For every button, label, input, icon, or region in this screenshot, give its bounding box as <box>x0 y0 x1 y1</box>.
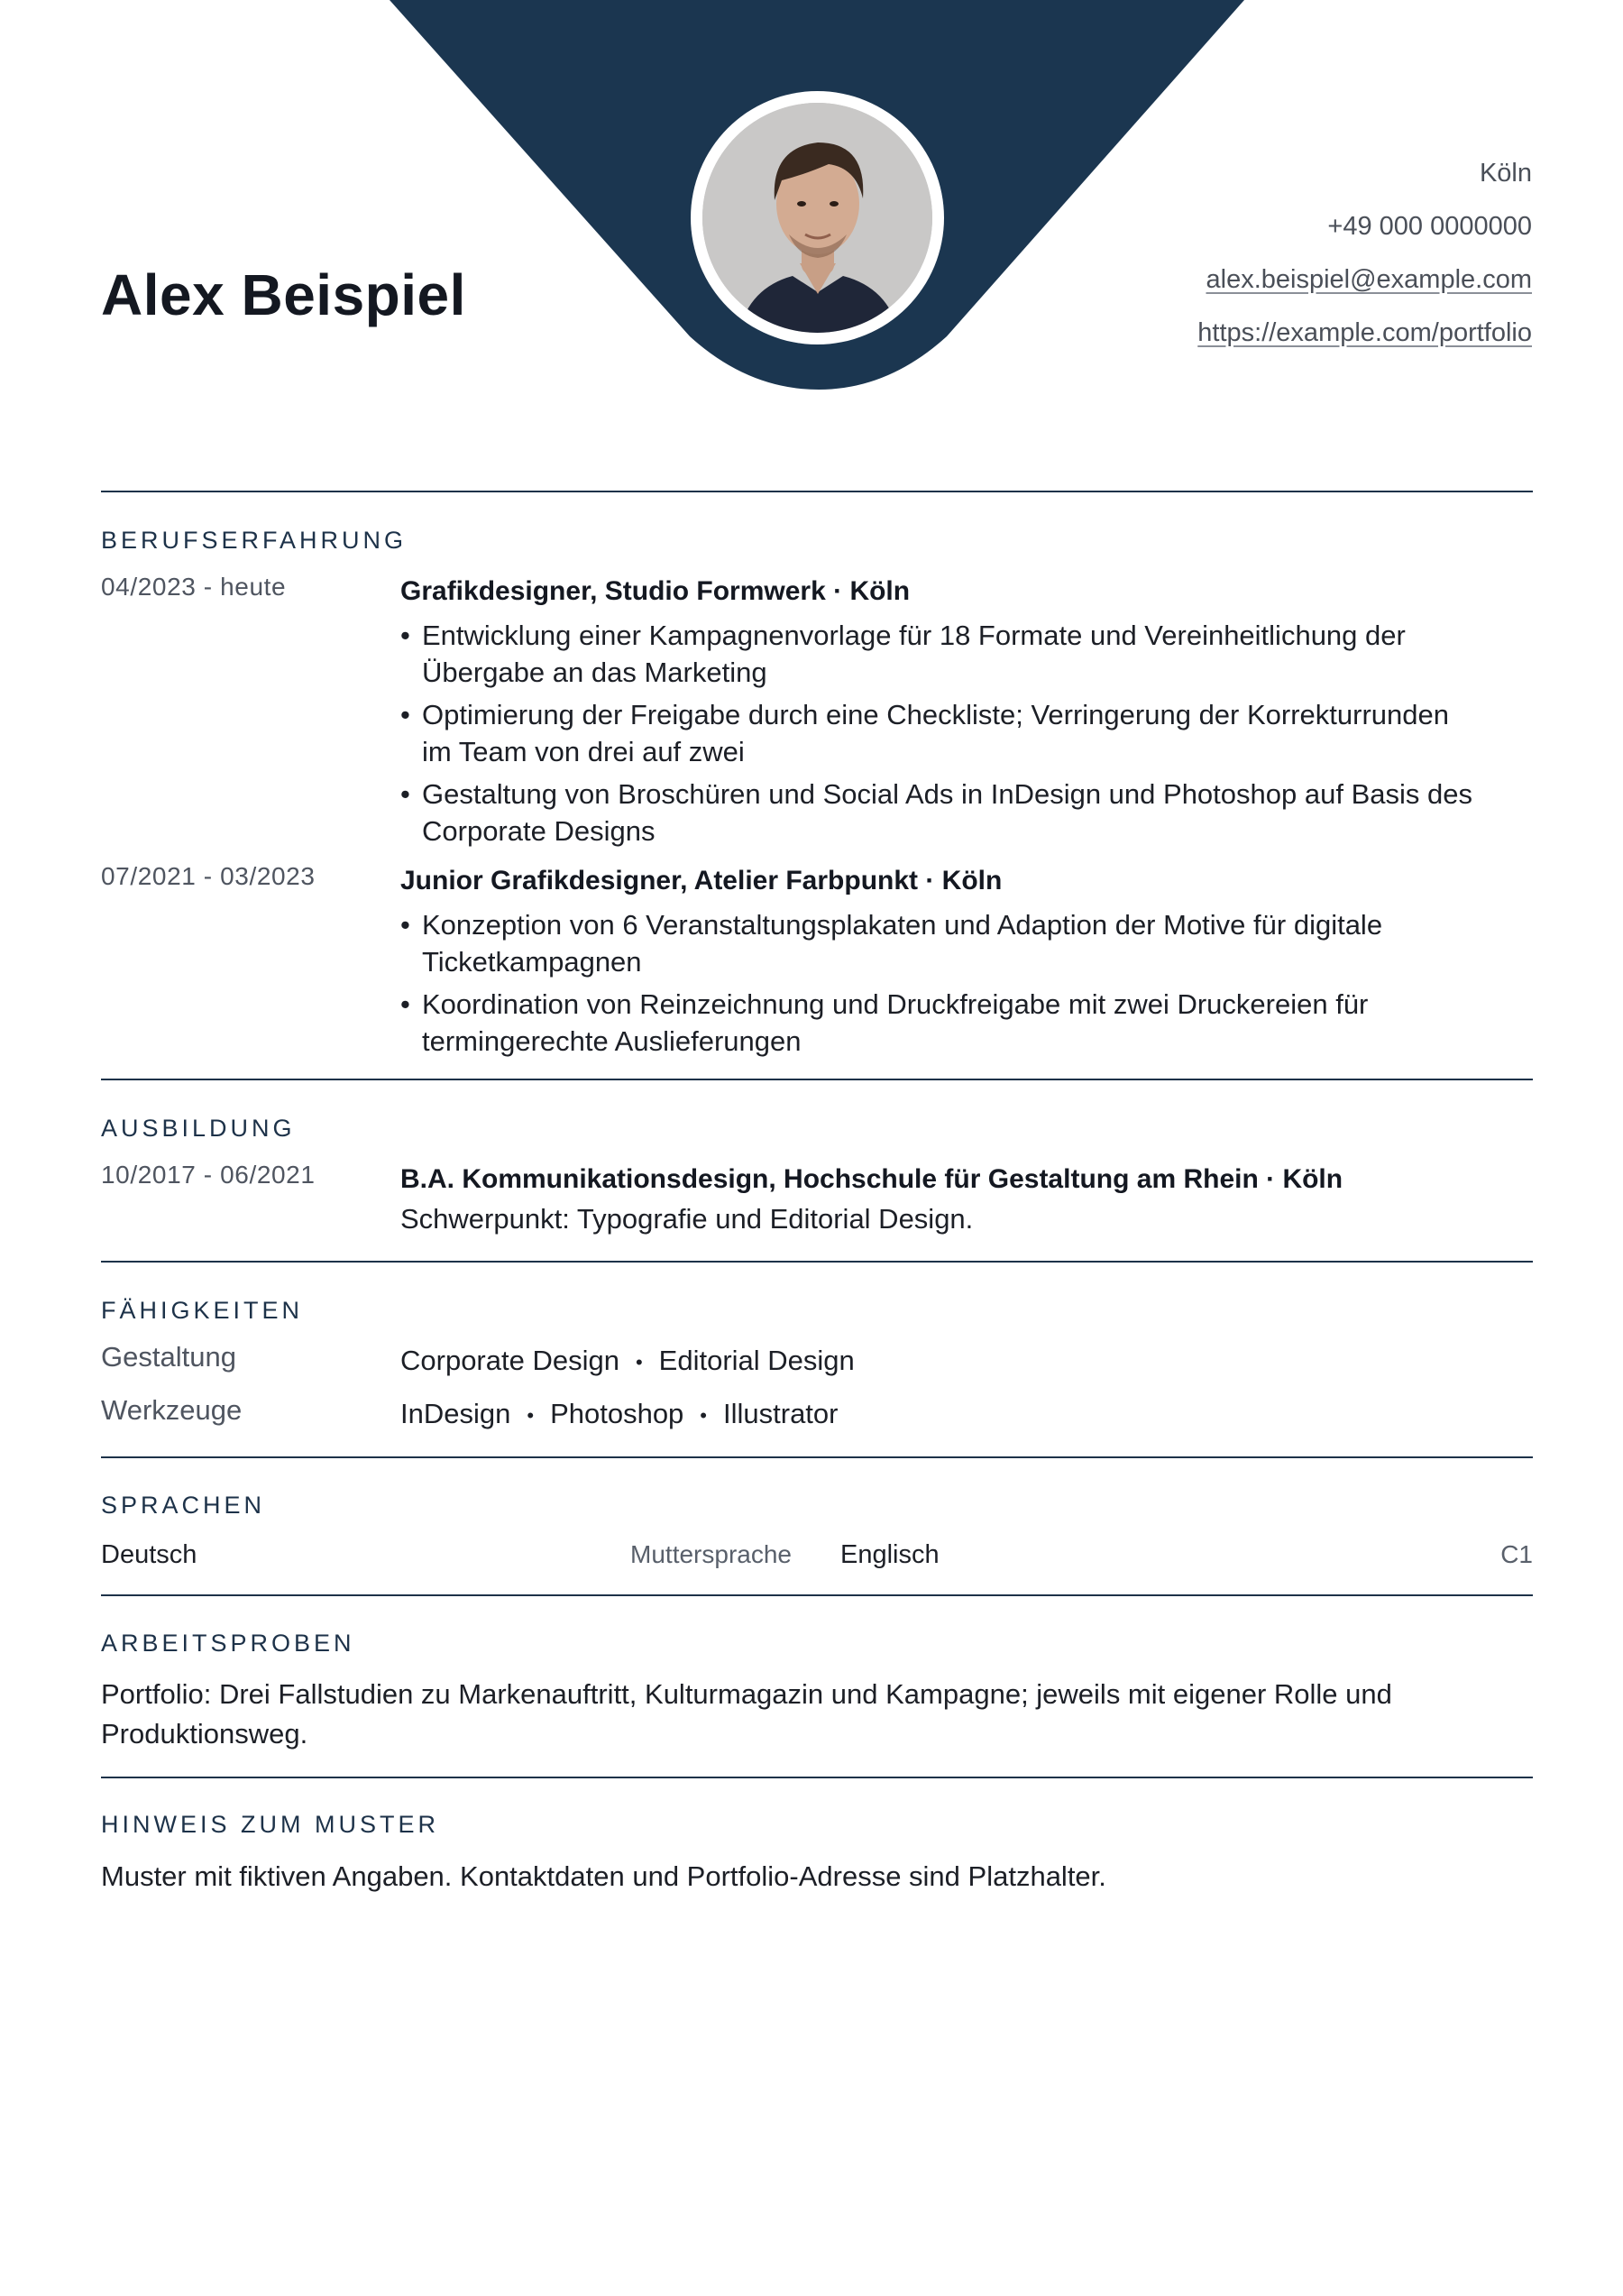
contact-phone[interactable]: +49 000 0000000 <box>1327 212 1532 241</box>
skill-item: Illustrator <box>723 1398 839 1429</box>
section-title-samples: ARBEITSPROBEN <box>101 1630 355 1657</box>
samples-line: Portfolio: Drei Fallstudien zu Markenauftritt, Kulturmagazin und Kampagne; jeweils mit eigener Rolle und <box>101 1678 1392 1710</box>
samples-text <box>101 1675 1535 1754</box>
section-title-experience: BERUFSERFAHRUNG <box>101 527 408 554</box>
education-degree: B.A. Kommunikationsdesign, Hochschule für Gestaltung am Rhein · Köln <box>400 1164 1343 1194</box>
bullet-text: Entwicklung einer Kampagnenvorlage für 18 Formate und Vereinheitlichung der <box>422 620 1406 651</box>
list-item <box>400 696 1533 770</box>
skill-label: Werkzeuge <box>101 1394 243 1426</box>
skill-list <box>400 1398 838 1430</box>
person-name: Alex Beispiel <box>101 262 466 327</box>
section-divider <box>101 491 1533 492</box>
job-title: Grafikdesigner, Studio Formwerk · Köln <box>400 576 911 606</box>
avatar <box>702 103 932 333</box>
separator-dot-icon: • <box>700 1403 707 1427</box>
skill-item: InDesign <box>400 1398 511 1429</box>
skill-list <box>400 1345 855 1377</box>
bullet-icon: • <box>400 988 410 1020</box>
note-text: Muster mit fiktiven Angaben. Kontaktdaten und Portfolio-Adresse sind Platzhalter. <box>101 1860 1106 1892</box>
bullet-text: Gestaltung von Broschüren und Social Ads in InDesign und Photoshop auf Basis des <box>422 778 1472 810</box>
bullet-text: Koordination von Reinzeichnung und Druckfreigabe mit zwei Druckereien für <box>422 988 1369 1020</box>
skill-item: Corporate Design <box>400 1345 619 1376</box>
list-item <box>400 617 1533 691</box>
contact-block <box>1197 147 1532 360</box>
bullet-text: Optimierung der Freigabe durch eine Checkliste; Verringerung der Korrekturrunden <box>422 699 1449 730</box>
language-name: Englisch <box>840 1540 940 1569</box>
education-date: 10/2017 - 06/2021 <box>101 1161 316 1189</box>
bullet-text: Ticketkampagnen <box>422 946 642 978</box>
bullet-text: Übergabe an das Marketing <box>422 657 767 688</box>
section-divider <box>101 1777 1533 1778</box>
bullet-text: im Team von drei auf zwei <box>422 736 745 767</box>
bullet-icon: • <box>400 620 410 651</box>
list-item <box>400 776 1533 850</box>
section-divider <box>101 1594 1533 1596</box>
portrait-photo-icon <box>702 103 932 333</box>
skill-item: Editorial Design <box>658 1345 855 1376</box>
list-item <box>400 986 1533 1060</box>
language-level: C1 <box>1500 1540 1533 1568</box>
list-item <box>400 906 1533 980</box>
section-title-education: AUSBILDUNG <box>101 1115 296 1142</box>
section-divider <box>101 1456 1533 1458</box>
job-date: 07/2021 - 03/2023 <box>101 862 316 890</box>
bullet-icon: • <box>400 909 410 941</box>
contact-email-link[interactable]: alex.beispiel@example.com <box>1206 265 1532 294</box>
education-focus: Schwerpunkt: Typografie und Editorial Design. <box>400 1203 974 1235</box>
bullet-icon: • <box>400 699 410 730</box>
job-bullet-list <box>400 906 1533 1065</box>
job-bullet-list <box>400 617 1533 855</box>
section-divider <box>101 1079 1533 1080</box>
section-title-skills: FÄHIGKEITEN <box>101 1297 304 1324</box>
section-divider <box>101 1261 1533 1263</box>
language-name: Deutsch <box>101 1540 197 1569</box>
separator-dot-icon: • <box>635 1350 643 1373</box>
separator-dot-icon: • <box>527 1403 535 1427</box>
language-level: Muttersprache <box>630 1540 792 1568</box>
skill-label: Gestaltung <box>101 1341 236 1373</box>
section-title-note: HINWEIS ZUM MUSTER <box>101 1811 439 1838</box>
bullet-icon: • <box>400 778 410 810</box>
section-title-languages: SPRACHEN <box>101 1492 266 1519</box>
bullet-text: Konzeption von 6 Veranstaltungsplakaten und Adaption der Motive für digitale <box>422 909 1383 941</box>
job-date: 04/2023 - heute <box>101 573 287 601</box>
contact-website-link[interactable]: https://example.com/portfolio <box>1197 318 1532 347</box>
contact-city: Köln <box>1479 159 1532 188</box>
samples-line: Produktionsweg. <box>101 1718 308 1750</box>
job-title: Junior Grafikdesigner, Atelier Farbpunkt · Köln <box>400 866 1003 895</box>
bullet-text: Corporate Designs <box>422 815 656 847</box>
skill-item: Photoshop <box>550 1398 684 1429</box>
bullet-text: termingerechte Auslieferungen <box>422 1025 802 1057</box>
